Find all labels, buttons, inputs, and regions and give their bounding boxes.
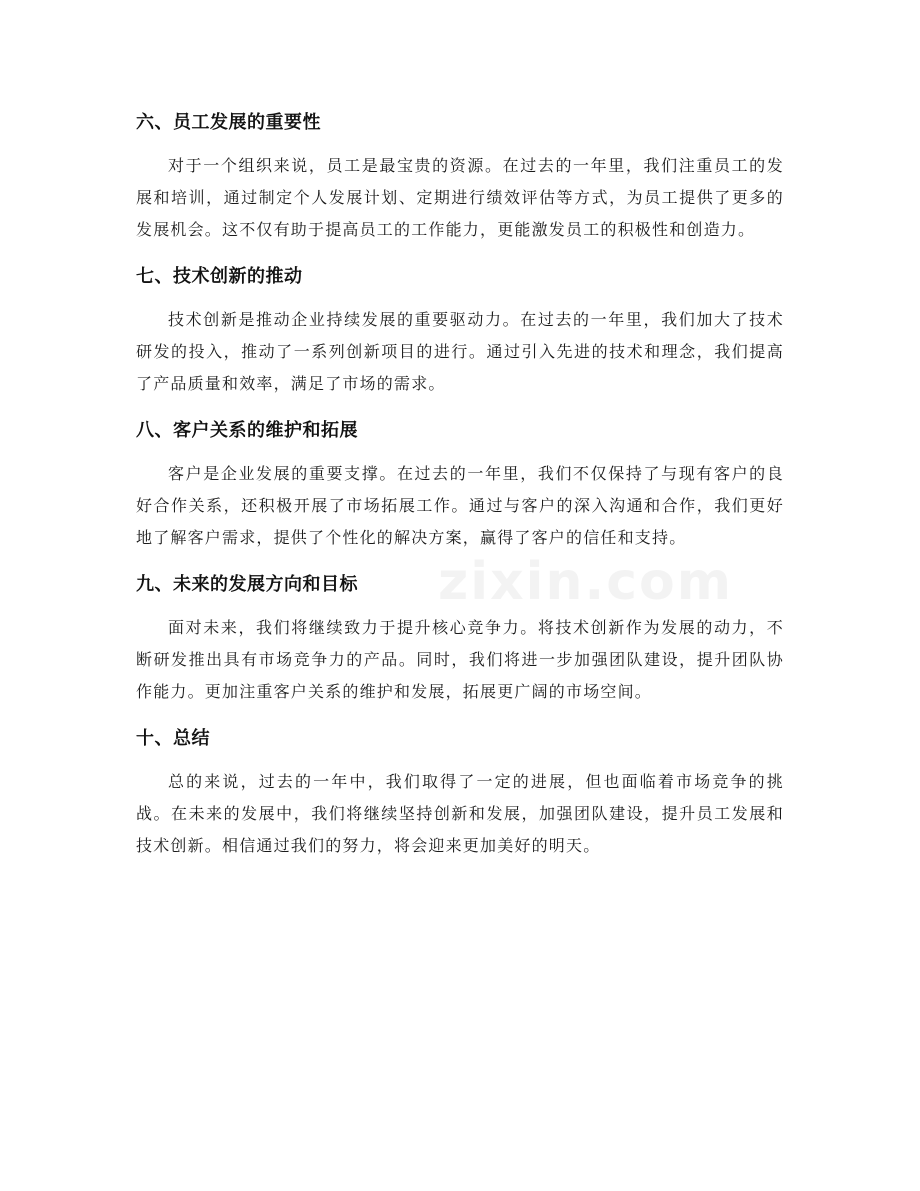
section-paragraph: 总的来说，过去的一年中，我们取得了一定的进展，但也面临着市场竞争的挑战。在未来的发展中，我们将继续坚持创新和发展，加强团队建设，提升员工发展和技术创新。相信通过我们的努力，将会迎来更加美好的明天。 — [136, 772, 784, 855]
section-customer-relations — [136, 414, 784, 554]
section-heading: 九、未来的发展方向和目标 — [136, 574, 358, 595]
section-heading: 六、员工发展的重要性 — [136, 112, 321, 133]
section-tech-innovation — [136, 260, 784, 400]
document-body — [136, 106, 784, 876]
section-summary — [136, 722, 784, 862]
section-heading: 十、总结 — [136, 728, 210, 749]
section-heading: 七、技术创新的推动 — [136, 266, 303, 287]
section-paragraph: 对于一个组织来说，员工是最宝贵的资源。在过去的一年里，我们注重员工的发展和培训，通过制定个人发展计划、定期进行绩效评估等方式，为员工提供了更多的发展机会。这不仅有助于提高员工的工作能力，更能激发员工的积极性和创造力。 — [136, 156, 784, 239]
section-paragraph: 面对未来，我们将继续致力于提升核心竞争力。将技术创新作为发展的动力，不断研发推出具有市场竞争力的产品。同时，我们将进一步加强团队建设，提升团队协作能力。更加注重客户关系的维护和发展，拓展更广阔的市场空间。 — [136, 618, 784, 701]
section-heading: 八、客户关系的维护和拓展 — [136, 420, 358, 441]
section-future-direction — [136, 568, 784, 708]
section-paragraph: 技术创新是推动企业持续发展的重要驱动力。在过去的一年里，我们加大了技术研发的投入，推动了一系列创新项目的进行。通过引入先进的技术和理念，我们提高了产品质量和效率，满足了市场的需求。 — [136, 310, 784, 393]
section-employee-development — [136, 106, 784, 246]
watermark: zixin.com — [438, 552, 733, 612]
section-paragraph: 客户是企业发展的重要支撑。在过去的一年里，我们不仅保持了与现有客户的良好合作关系，还积极开展了市场拓展工作。通过与客户的深入沟通和合作，我们更好地了解客户需求，提供了个性化的解决方案，赢得了客户的信任和支持。 — [136, 464, 784, 547]
